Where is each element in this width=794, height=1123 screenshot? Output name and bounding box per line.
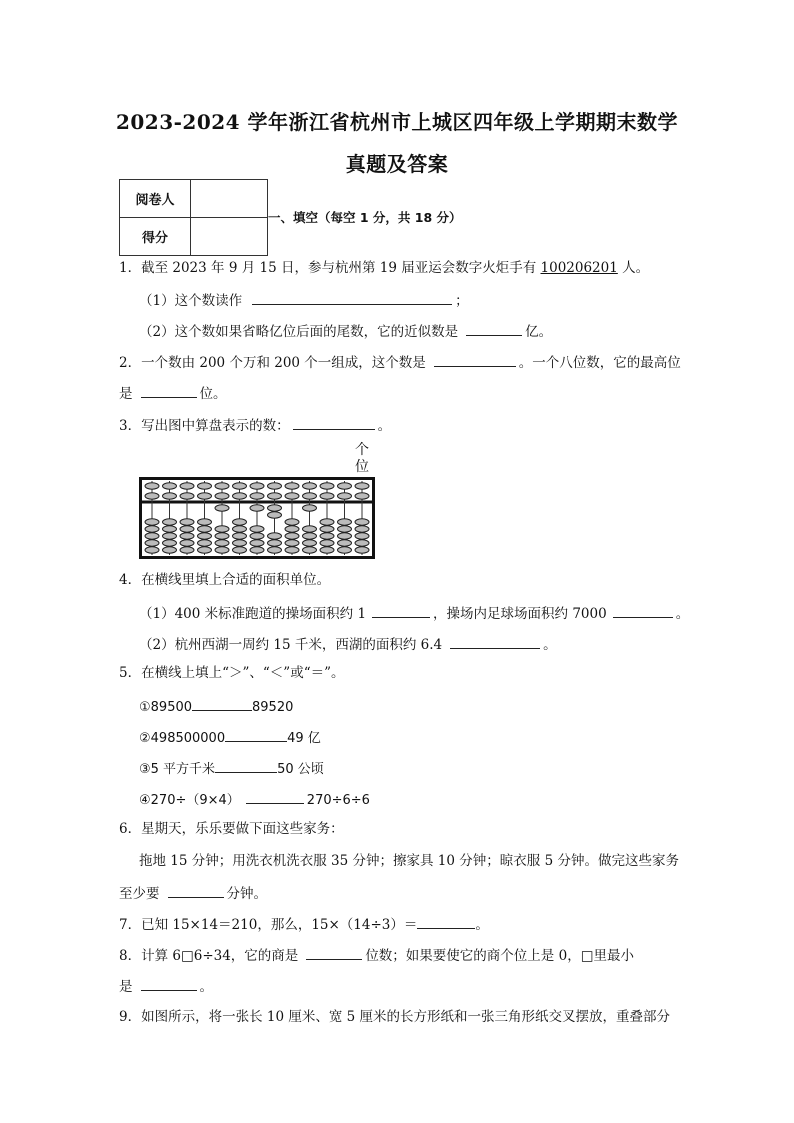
abacus-lower-bead [285, 533, 299, 539]
q5-item-4-right: 270÷6÷6 [306, 793, 370, 808]
abacus-upper-bead [145, 483, 159, 489]
abacus-upper-bead [303, 483, 317, 489]
abacus-lower-bead [145, 526, 159, 532]
q1-p2-end: 亿。 [525, 324, 553, 340]
abacus-upper-bead [198, 493, 212, 499]
abacus-ones-label: 个位 [355, 442, 369, 475]
abacus-upper-bead [320, 483, 334, 489]
abacus-lower-bead [250, 547, 264, 553]
abacus-lower-bead [198, 533, 212, 539]
abacus-lower-bead [320, 526, 334, 532]
abacus-lower-bead [338, 547, 352, 553]
abacus-lower-bead [338, 540, 352, 546]
q5-item-2-right: 49 亿 [287, 731, 321, 746]
q2-blank-2[interactable] [141, 383, 197, 398]
abacus-lower-bead [145, 547, 159, 553]
abacus-lower-bead [338, 526, 352, 532]
abacus-lower-bead [355, 540, 369, 546]
abacus-upper-bead [233, 493, 247, 499]
q5-item-1-blank[interactable] [192, 696, 252, 711]
abacus-lower-bead [250, 505, 264, 511]
q8-text-c: 是 [119, 979, 133, 995]
abacus-upper-bead [303, 493, 317, 499]
abacus-lower-bead [180, 519, 194, 525]
abacus-upper-bead [180, 483, 194, 489]
q1-p2-text: （2）这个数如果省略亿位后面的尾数，它的近似数是 [139, 324, 459, 340]
abacus-upper-bead [338, 483, 352, 489]
abacus-lower-bead [303, 540, 317, 546]
abacus-lower-bead [250, 526, 264, 532]
abacus-lower-bead [268, 547, 282, 553]
question-5 [119, 664, 345, 682]
q8-text-a: 8．计算 6□6÷34，它的商是 [119, 948, 299, 964]
abacus-lower-bead [198, 547, 212, 553]
q6-text-b: 分钟。 [226, 886, 267, 902]
q2-text-d: 位。 [199, 386, 227, 402]
abacus-lower-bead [233, 519, 247, 525]
abacus-lower-bead [145, 519, 159, 525]
abacus-lower-bead [215, 547, 229, 553]
abacus-upper-bead [215, 493, 229, 499]
q3-text: 3．写出图中算盘表示的数： [119, 418, 290, 434]
abacus-upper-bead [355, 483, 369, 489]
question-1-part-2 [139, 321, 552, 341]
question-4-part-2 [139, 634, 557, 654]
question-6-cont [119, 883, 267, 903]
abacus-lower-bead [233, 526, 247, 532]
abacus-lower-bead [198, 519, 212, 525]
q6-stem: 6．星期天，乐乐要做下面这些家务： [119, 821, 344, 837]
q1-p1-blank[interactable] [252, 290, 452, 305]
q8-end: 。 [199, 979, 213, 995]
q5-item-3-left: ③5 平方千米 [139, 762, 216, 777]
q6-text: 拖地 15 分钟；用洗衣机洗衣服 35 分钟；擦家具 10 分钟；晾衣服 5 分钟。做完这些家务 [139, 853, 679, 869]
q4-p1-end: 。 [675, 606, 690, 622]
abacus-lower-bead [250, 540, 264, 546]
abacus-upper-bead [250, 483, 264, 489]
q1-number: 100206201 [540, 260, 618, 276]
abacus-upper-bead [338, 493, 352, 499]
q7-end: 。 [475, 917, 489, 933]
abacus-lower-bead [355, 519, 369, 525]
abacus-lower-bead [320, 547, 334, 553]
abacus-upper-bead [233, 483, 247, 489]
q6-text-a: 至少要 [119, 886, 160, 902]
abacus-upper-bead [215, 483, 229, 489]
abacus-upper-bead [145, 493, 159, 499]
question-7 [119, 914, 489, 934]
q2-blank-1[interactable] [434, 352, 516, 367]
abacus-lower-bead [320, 533, 334, 539]
abacus-lower-bead [355, 533, 369, 539]
doc-title-line2: 真题及答案 [345, 152, 449, 176]
q2-text-a: 2．一个数由 200 个万和 200 个一组成，这个数是 [119, 355, 426, 371]
q5-item-2 [139, 727, 321, 748]
abacus-lower-bead [320, 540, 334, 546]
q5-item-3 [139, 758, 324, 779]
abacus-upper-bead [285, 483, 299, 489]
abacus-upper-bead [268, 493, 282, 499]
q9-text: 9．如图所示，将一张长 10 厘米、宽 5 厘米的长方形纸和一张三角形纸交叉摆放，重叠部分 [119, 1009, 671, 1025]
reviewer-cell [191, 180, 268, 218]
abacus-lower-bead [215, 505, 229, 511]
q5-item-4-left: ④270÷（9×4） [139, 793, 240, 808]
abacus-lower-bead [180, 526, 194, 532]
q3-end: 。 [377, 418, 392, 434]
abacus-lower-bead [285, 526, 299, 532]
abacus-lower-bead [338, 533, 352, 539]
q1-stem-end: 人。 [617, 260, 650, 276]
abacus-lower-bead [145, 533, 159, 539]
q5-item-1-left: ①89500 [139, 700, 193, 715]
abacus-upper-bead [320, 493, 334, 499]
q8-blank-1[interactable] [306, 945, 362, 960]
abacus-lower-bead [163, 547, 177, 553]
abacus-lower-bead [303, 505, 317, 511]
q4-p2-text: （2）杭州西湖一周约 15 千米，西湖的面积约 6.4 [139, 637, 443, 653]
abacus-lower-bead [198, 526, 212, 532]
abacus-upper-bead [355, 493, 369, 499]
q5-item-2-blank[interactable] [225, 727, 287, 742]
abacus-upper-bead [250, 493, 264, 499]
abacus-lower-bead [163, 533, 177, 539]
question-1-part-1 [139, 290, 469, 310]
abacus-lower-bead [163, 540, 177, 546]
abacus-lower-bead [338, 519, 352, 525]
abacus-lower-bead [268, 533, 282, 539]
question-6-body [139, 852, 679, 870]
q5-item-2-left: ②498500000 [139, 731, 226, 746]
reviewer-label: 阅卷人 [120, 180, 191, 218]
q4-p2-blank[interactable] [450, 634, 540, 649]
abacus-upper-bead [163, 493, 177, 499]
abacus-lower-bead [303, 526, 317, 532]
abacus-upper-bead [285, 493, 299, 499]
abacus-lower-bead [233, 547, 247, 553]
q6-blank[interactable] [168, 883, 224, 898]
abacus-upper-bead [180, 493, 194, 499]
abacus-lower-bead [163, 519, 177, 525]
q5-item-1-right: 89520 [252, 700, 294, 715]
abacus-lower-bead [303, 533, 317, 539]
q2-text-c: 是 [119, 386, 133, 402]
q8-text-b: 位数；如果要使它的商个位上是 0，□里最小 [365, 948, 634, 964]
q4-p1-blank-1[interactable] [372, 603, 430, 618]
question-8-cont [119, 976, 213, 996]
score-table [119, 179, 268, 256]
question-8 [119, 945, 634, 965]
q5-item-4-blank[interactable] [246, 789, 304, 804]
q1-p1-text: （1）这个数读作 [139, 293, 243, 309]
abacus-lower-bead [355, 526, 369, 532]
q5-item-1 [139, 696, 293, 717]
q8-blank-2[interactable] [141, 976, 197, 991]
abacus-lower-bead [180, 533, 194, 539]
question-1 [119, 259, 649, 277]
abacus-lower-bead [250, 533, 264, 539]
q5-item-3-blank[interactable] [215, 758, 277, 773]
q1-p1-end: ； [455, 293, 469, 309]
q3-blank[interactable] [293, 415, 375, 430]
q1-p2-blank[interactable] [466, 321, 522, 336]
q5-item-3-right: 50 公顷 [277, 762, 324, 777]
abacus-lower-bead [180, 547, 194, 553]
section-heading: 一、填空（每空 1 分，共 18 分） [268, 210, 462, 225]
abacus-lower-bead [233, 540, 247, 546]
abacus-lower-bead [145, 540, 159, 546]
q7-blank[interactable] [417, 914, 475, 929]
abacus-lower-bead [285, 547, 299, 553]
q5-stem: 5．在横线上填上“＞”、“＜”或“＝”。 [119, 665, 345, 681]
abacus-lower-bead [233, 533, 247, 539]
question-3 [119, 415, 391, 435]
question-2 [119, 352, 681, 372]
q5-item-4 [139, 789, 370, 810]
q4-p1-blank-2[interactable] [613, 603, 673, 618]
question-9 [119, 1008, 670, 1026]
question-4-part-1 [139, 603, 689, 623]
abacus-lower-bead [215, 540, 229, 546]
question-2-cont [119, 383, 227, 403]
q4-p2-end: 。 [543, 637, 557, 653]
abacus-upper-bead [163, 483, 177, 489]
abacus-lower-bead [198, 540, 212, 546]
abacus-lower-bead [268, 512, 282, 518]
abacus-lower-bead [285, 540, 299, 546]
abacus-figure [139, 477, 375, 559]
q4-p1-text-a: （1）400 米标准跑道的操场面积约 1 [139, 606, 367, 622]
abacus-lower-bead [215, 526, 229, 532]
abacus-lower-bead [180, 540, 194, 546]
score-cell [191, 218, 268, 256]
doc-title-line1: 2023-2024 学年浙江省杭州市上城区四年级上学期期末数学 [115, 110, 679, 134]
score-label: 得分 [120, 218, 191, 256]
q4-p1-text-b: ，操场内足球场面积约 7000 [433, 606, 607, 622]
abacus-lower-bead [268, 505, 282, 511]
abacus-lower-bead [268, 540, 282, 546]
question-4 [119, 571, 330, 589]
abacus-upper-bead [268, 483, 282, 489]
abacus-lower-bead [285, 519, 299, 525]
abacus-lower-bead [303, 547, 317, 553]
q4-stem: 4．在横线里填上合适的面积单位。 [119, 572, 331, 588]
q1-stem: 1．截至 2023 年 9 月 15 日，参与杭州第 19 届亚运会数字火炬手有 [119, 260, 541, 276]
abacus-lower-bead [320, 519, 334, 525]
abacus-lower-bead [163, 526, 177, 532]
q2-text-b: 。一个八位数，它的最高位 [518, 355, 681, 371]
abacus-upper-bead [198, 483, 212, 489]
abacus-lower-bead [355, 547, 369, 553]
abacus-lower-bead [215, 533, 229, 539]
question-6 [119, 820, 344, 838]
q7-text: 7．已知 15×14＝210，那么，15×（14÷3）＝ [119, 917, 418, 933]
